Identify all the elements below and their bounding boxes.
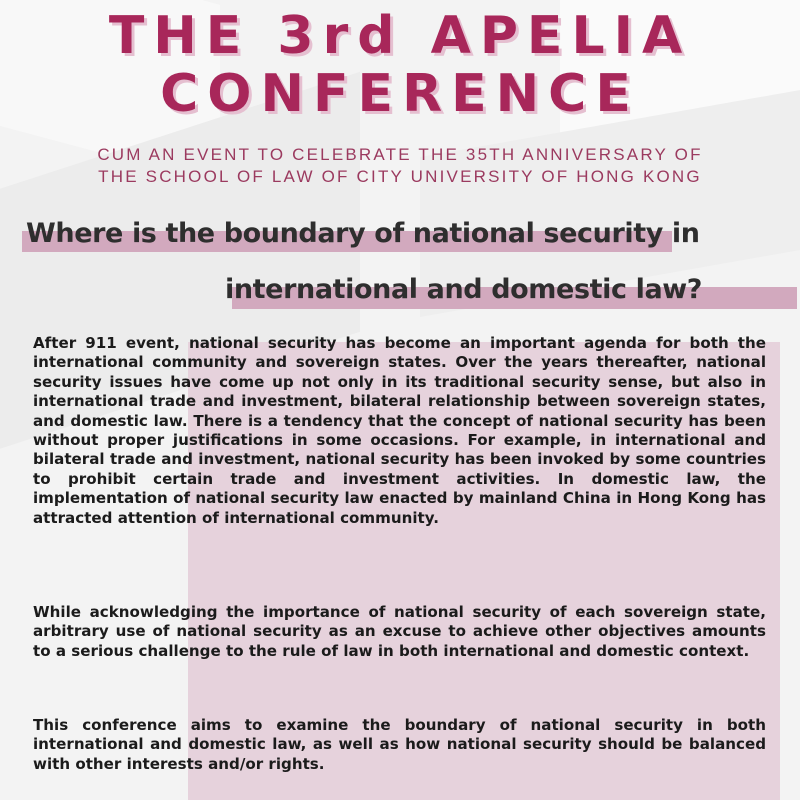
conference-title-line1: THE 3rd APELIA (108, 6, 692, 66)
subtitle-line2: THE SCHOOL OF LAW OF CITY UNIVERSITY OF HONG KONG (98, 167, 702, 186)
conference-title-line2: CONFERENCE (160, 64, 640, 124)
body-paragraph-3: This conference aims to examine the boundary of national security in both international and domestic law, as well as how national security should be balanced with other interests and/or rights. (33, 716, 766, 773)
subtitle-line1: CUM AN EVENT TO CELEBRATE THE 35TH ANNIVERSARY OF (97, 145, 703, 164)
body-paragraph-2: While acknowledging the importance of national security of each sovereign state, arbitrary use of national security as an excuse to achieve other objectives amounts to a serious challenge to the rule of law in both international and domestic context. (33, 603, 766, 660)
body-paragraph-1: After 911 event, national security has become an important agenda for both the international community and sovereign states. Over the years thereafter, national security issues have come up not only in its traditional security sense, but also in international trade and investment, bilateral relationship between sovereign states, and domestic law. There is a tendency that the concept of national security has been without proper justifications in some occasions. For example, in international and bilateral trade and investment, national security has been invoked by some countries to prohibit certain trade and investment activities. In domestic law, the implementation of national security law enacted by mainland China in Hong Kong has attracted attention of international community. (33, 334, 766, 527)
question-line2: international and domestic law? (225, 274, 703, 305)
question-line1: Where is the boundary of national security in (26, 218, 700, 249)
